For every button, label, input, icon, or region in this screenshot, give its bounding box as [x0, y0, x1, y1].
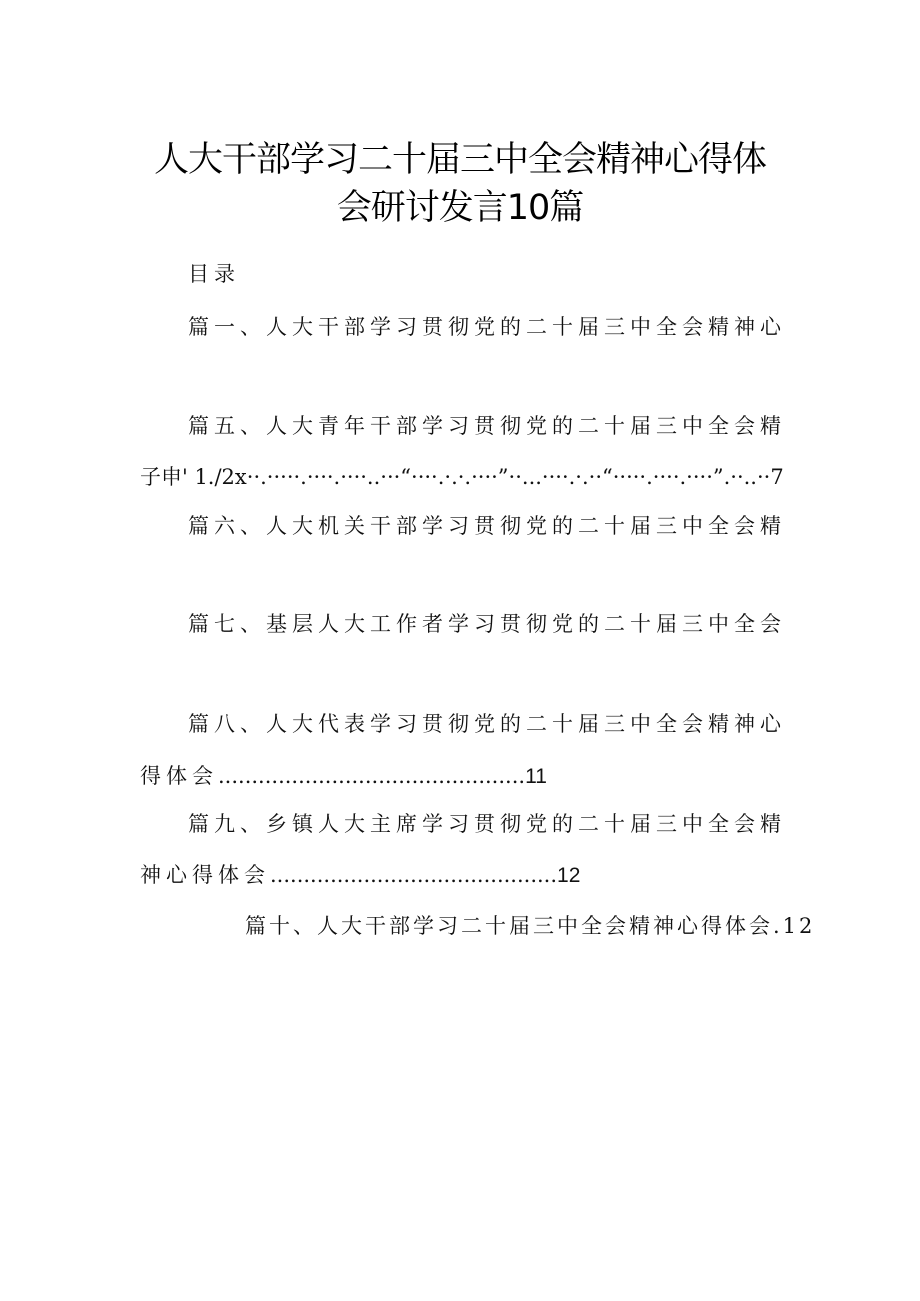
toc-entry-8-text: 得体会 [140, 764, 218, 788]
toc-entry-1: 篇一、人大干部学习贯彻党的二十届三中全会精神心 [188, 315, 786, 339]
toc-entry-5-line1: 篇五、人大青年干部学习贯彻党的二十届三中全会精 [188, 414, 786, 438]
toc-entry-9-line2 [140, 859, 580, 889]
toc-entry-7: 篇七、基层人大工作者学习贯彻党的二十届三中全会 [188, 612, 786, 636]
toc-page-number: 12 [557, 864, 581, 887]
toc-heading: 目录 [188, 262, 240, 286]
document-title-line1: 人大干部学习二十届三中全会精神心得体 [153, 140, 766, 180]
toc-entry-8-line2 [140, 760, 547, 790]
toc-entry-9-text: 神心得体会 [140, 863, 270, 887]
toc-entry-9-line1: 篇九、乡镇人大主席学习贯彻党的二十届三中全会精 [188, 812, 786, 836]
toc-entry-10: 篇十、人大干部学习二十届三中全会精神心得体会.12 [245, 914, 816, 938]
toc-leader-dots: ........................................... [270, 863, 558, 887]
toc-page-number: 11 [525, 765, 547, 788]
document-title-line2: 会研讨发言10篇 [336, 188, 584, 228]
toc-entry-6: 篇六、人大机关干部学习贯彻党的二十届三中全会精 [188, 514, 786, 538]
toc-entry-8-line1: 篇八、人大代表学习贯彻党的二十届三中全会精神心 [188, 712, 786, 736]
toc-leader-dots: .............................................. [218, 764, 526, 788]
toc-entry-5-line2: 子申' 1./2x··.·····.····.····..···“····.·.·.····”··...····.·.··“·····.····.····”.··..··7 [140, 465, 784, 489]
